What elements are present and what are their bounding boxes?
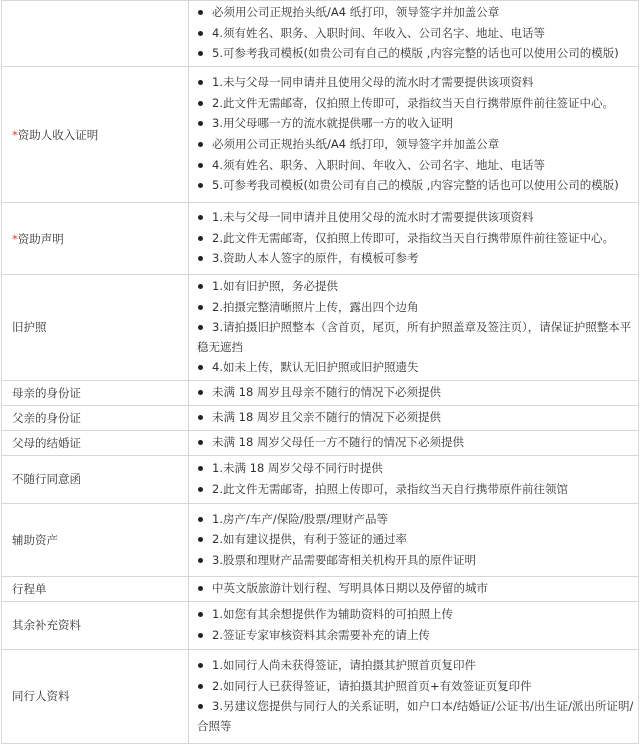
table-row bbox=[2, 67, 639, 203]
requirement-item: 2.此文件无需邮寄，拍照上传即可，录指纹当天自行携带原件前往领馆 bbox=[197, 480, 634, 500]
row-label: 同行人资料 bbox=[12, 689, 70, 704]
row-label-cell bbox=[2, 601, 189, 649]
required-asterisk: * bbox=[12, 231, 18, 246]
requirement-item: 3.用父母哪一方的流水就提供哪一方的收入证明 bbox=[197, 114, 634, 134]
requirement-item: 1.如有旧护照，务必提供 bbox=[197, 277, 634, 297]
requirements-table-body bbox=[2, 1, 639, 744]
table-row bbox=[2, 430, 639, 455]
requirement-item: 1.如同行人尚未获得签证，请拍摄其护照首页复印件 bbox=[197, 656, 634, 676]
row-label-cell bbox=[2, 405, 189, 430]
requirement-item: 1.房产/车产/保险/股票/理财产品等 bbox=[197, 510, 634, 530]
requirement-item: 2.如有建议提供，有利于签证的通过率 bbox=[197, 530, 634, 550]
requirement-item: 2.此文件无需邮寄，仅拍照上传即可，录指纹当天自行携带原件前往签证中心。 bbox=[197, 229, 634, 249]
requirement-item: 3.股票和理财产品需要邮寄相关机构开具的原件证明 bbox=[197, 551, 634, 571]
requirement-item: 4.须有姓名、职务、入职时间、年收入、公司名字、地址、电话等 bbox=[197, 156, 634, 176]
row-label-cell bbox=[2, 576, 189, 601]
row-content-cell bbox=[189, 405, 639, 430]
row-label: 其余补充资料 bbox=[12, 618, 81, 633]
row-label: 资助人收入证明 bbox=[17, 127, 99, 142]
table-row bbox=[2, 275, 639, 381]
row-label-cell bbox=[2, 1, 189, 67]
row-label: 旧护照 bbox=[12, 320, 47, 335]
row-label-cell bbox=[2, 503, 189, 576]
row-label-cell bbox=[2, 649, 189, 743]
requirement-item: 4.须有姓名、职务、入职时间、年收入、公司名字、地址、电话等 bbox=[197, 24, 634, 44]
row-content-cell bbox=[189, 455, 639, 503]
row-label: 父亲的身份证 bbox=[12, 410, 81, 425]
row-label: 资助声明 bbox=[17, 231, 64, 246]
requirement-list bbox=[197, 383, 634, 403]
table-row bbox=[2, 405, 639, 430]
requirement-list bbox=[197, 459, 634, 499]
row-label-cell bbox=[2, 67, 189, 203]
row-content-cell bbox=[189, 503, 639, 576]
requirement-item: 5.可参考我司模板(如贵公司有自己的模版 ,内容完整的话也可以使用公司的模版) bbox=[197, 44, 634, 64]
table-row bbox=[2, 380, 639, 405]
row-label: 母亲的身份证 bbox=[12, 385, 81, 400]
table-row bbox=[2, 1, 639, 67]
row-label-cell bbox=[2, 455, 189, 503]
requirement-list bbox=[197, 208, 634, 269]
row-label: 行程单 bbox=[12, 581, 47, 596]
row-content-cell bbox=[189, 601, 639, 649]
requirement-list bbox=[197, 3, 634, 64]
requirement-list bbox=[197, 605, 634, 645]
requirement-list bbox=[197, 277, 634, 378]
row-label: 不随行同意函 bbox=[12, 472, 81, 487]
requirement-item: 2.如同行人已获得签证，请拍摄其护照首页+有效签证页复印件 bbox=[197, 677, 634, 697]
row-label-cell bbox=[2, 430, 189, 455]
row-label-cell bbox=[2, 275, 189, 381]
requirement-item: 1.未满 18 周岁父母不同行时提供 bbox=[197, 459, 634, 479]
requirement-item: 1.未与父母一同申请并且使用父母的流水时才需要提供该项资料 bbox=[197, 73, 634, 93]
requirement-list bbox=[197, 433, 634, 453]
table-row bbox=[2, 203, 639, 275]
row-content-cell bbox=[189, 1, 639, 67]
table-row bbox=[2, 649, 639, 743]
requirement-list bbox=[197, 408, 634, 428]
requirement-item: 未满 18 周岁且母亲不随行的情况下必须提供 bbox=[197, 383, 634, 403]
requirement-list bbox=[197, 510, 634, 571]
required-asterisk: * bbox=[12, 127, 18, 142]
requirement-list bbox=[197, 579, 634, 599]
requirement-item: 2.签证专家审核资料其余需要补充的请上传 bbox=[197, 626, 634, 646]
requirement-item: 3.另建议您提供与同行人的关系证明，如户口本/结婚证/公证书/出生证/派出所证明/合照等 bbox=[197, 697, 634, 736]
requirement-item: 必须用公司正规抬头纸/A4 纸打印，领导签字并加盖公章 bbox=[197, 135, 634, 155]
requirement-item: 中英文版旅游计划行程、写明具体日期以及停留的城市 bbox=[197, 579, 634, 599]
requirement-item: 5.可参考我司模板(如贵公司有自己的模版 ,内容完整的话也可以使用公司的模版) bbox=[197, 176, 634, 196]
row-label-cell bbox=[2, 380, 189, 405]
row-content-cell bbox=[189, 380, 639, 405]
row-content-cell bbox=[189, 67, 639, 203]
requirements-table bbox=[1, 0, 639, 744]
requirement-item: 2.拍摄完整清晰照片上传，露出四个边角 bbox=[197, 298, 634, 318]
requirement-item: 2.此文件无需邮寄，仅拍照上传即可，录指纹当天自行携带原件前往签证中心。 bbox=[197, 94, 634, 114]
row-content-cell bbox=[189, 576, 639, 601]
requirement-list bbox=[197, 656, 634, 736]
row-content-cell bbox=[189, 275, 639, 381]
table-row bbox=[2, 576, 639, 601]
row-label-cell bbox=[2, 203, 189, 275]
row-label: 辅助资产 bbox=[12, 532, 58, 547]
row-content-cell bbox=[189, 649, 639, 743]
requirement-item: 4.如未上传，默认无旧护照或旧护照遗失 bbox=[197, 358, 634, 378]
requirement-item: 1.如您有其余想提供作为辅助资料的可拍照上传 bbox=[197, 605, 634, 625]
requirement-list bbox=[197, 73, 634, 196]
row-label: 父母的结婚证 bbox=[12, 435, 81, 450]
requirement-item: 未满 18 周岁父母任一方不随行的情况下必须提供 bbox=[197, 433, 634, 453]
row-content-cell bbox=[189, 430, 639, 455]
requirement-item: 3.资助人本人签字的原件，有模板可参考 bbox=[197, 249, 634, 269]
requirement-item: 1.未与父母一同申请并且使用父母的流水时才需要提供该项资料 bbox=[197, 208, 634, 228]
table-row bbox=[2, 503, 639, 576]
table-row bbox=[2, 601, 639, 649]
requirement-item: 3.请拍摄旧护照整本（含首页，尾页，所有护照盖章及签注页），请保证护照整本平稳无遮挡 bbox=[197, 318, 634, 357]
requirement-item: 未满 18 周岁且父亲不随行的情况下必须提供 bbox=[197, 408, 634, 428]
row-content-cell bbox=[189, 203, 639, 275]
table-row bbox=[2, 455, 639, 503]
requirement-item: 必须用公司正规抬头纸/A4 纸打印，领导签字并加盖公章 bbox=[197, 3, 634, 23]
